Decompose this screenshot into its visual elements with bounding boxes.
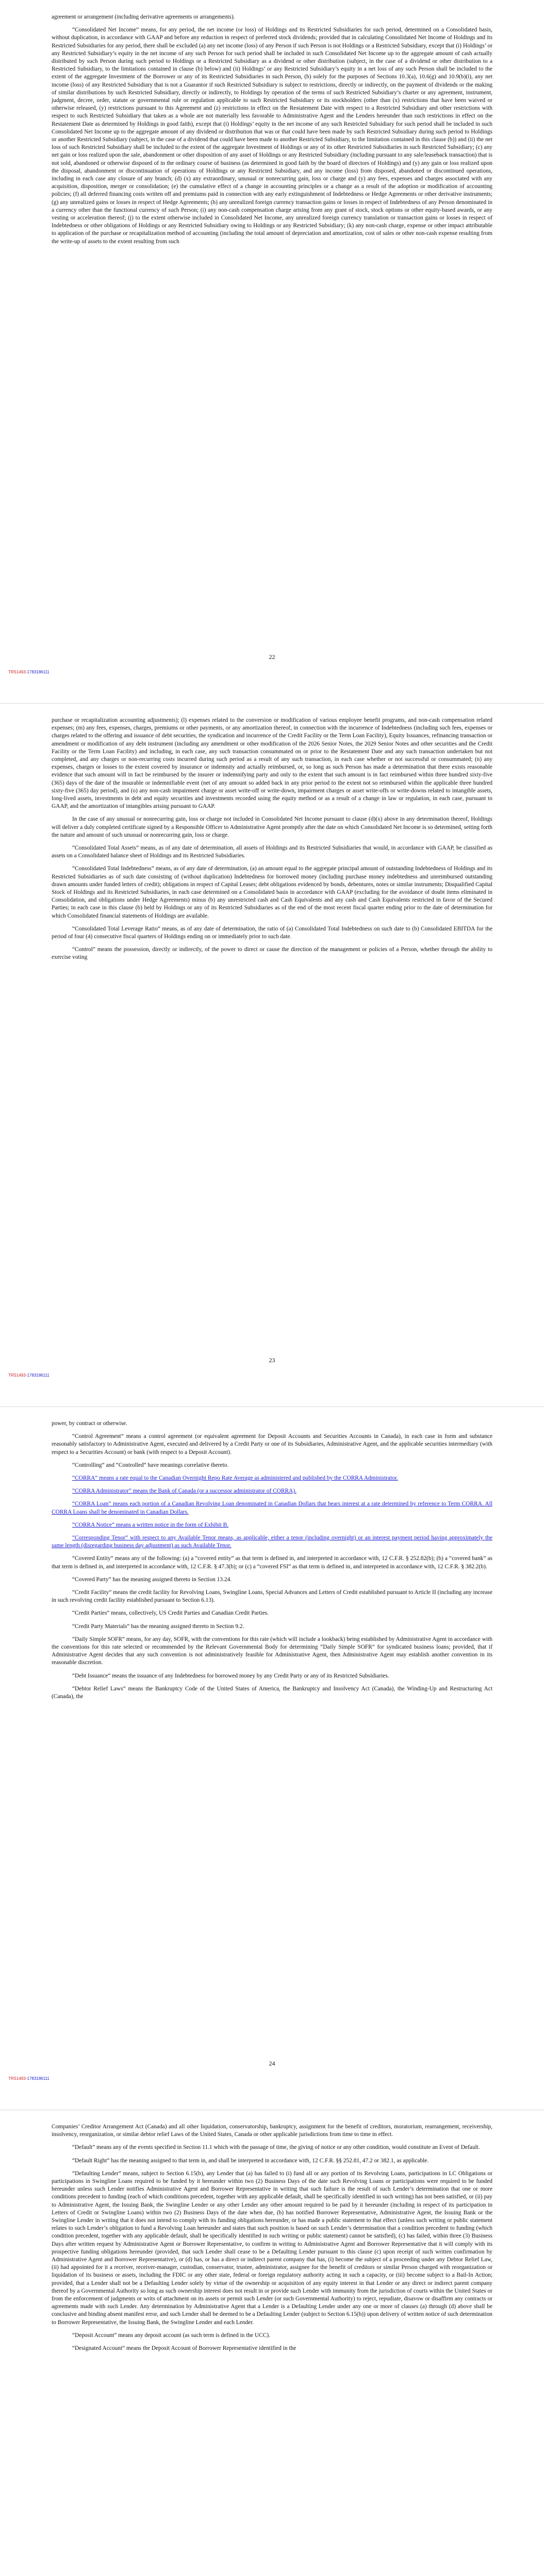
document-page [0, 0, 544, 703]
paragraph: “Default” means any of the events specified in Section 11.1 which with the passage of time, the giving of notice or any other condition, would constitute an Event of Default. [72, 2144, 480, 2151]
page-number: 23 [269, 1357, 275, 1364]
inserted-definition: “CORRA Loan” means each portion of a Canadian Revolving Loan denominated in Canadian Dollars that bears interest at a rate determined by reference to Term CORRA. All CORRA Loans shall be denominated in Canadian Dollars. [52, 1501, 492, 1515]
page-number: 22 [269, 653, 275, 660]
paragraph: “Default Right” has the meaning assigned to that term in, and shall be interpreted in accordance with, 12 C.F.R. §§ 252.81, 47.2 or 382.1, as applicable. [72, 2157, 429, 2164]
paragraph: “Consolidated Net Income” means, for any period, the net income (or loss) of Holdings and its Restricted Subsidiaries for such period, determined on a Consolidated basis, without duplication, in accordance with GAAP and before any reduction in respect of preferred stock dividends; provided that in calculating Consolidated Net Income of Holdings and its Restricted Subsidiaries for any period, there shall be excluded (a) any net income (loss) of any Person if such Person is not Holdings or a Restricted Subsidiary, except that (i) Holdings’ or any Restricted Subsidiary’s equity in the net income of any such Person for such period shall be included in such Consolidated Net Income up to the aggregate amount of cash actually distributed by such Person during such period to Holdings or a Restricted Subsidiary as a dividend or other distribution (subject, in the case of a dividend or other distribution to a Restricted Subsidiary, to the limitations contained in clause (b) below) and (ii) Holdings’ or any Restricted Subsidiary’s equity in a net loss of any such Person shall be included to the extent of the aggregate Investment of the Borrower or any of its Restricted Subsidiaries in such Person, (b) solely for the purposes of Sections 10.3(a), 10.6(g) and 10.9(b)(i), any net income (loss) of any Restricted Subsidiary that is not a Guarantor if such Restricted Subsidiary is subject to restrictions, directly or indirectly, on the payment of dividends or the making of similar distributions by such Restricted Subsidiary, directly or indirectly, to Holdings by operation of the terms of such Restricted Subsidiary’s charter or any agreement, instrument, judgment, decree, order, statute or governmental rule or regulation applicable to such Restricted Subsidiary or its stockholders (other than (x) restrictions that have been waived or otherwise released, (y) restrictions pursuant to this Agreement and (z) restrictions in effect on the Restatement Date with respect to a Restricted Subsidiary and other restrictions with respect to such Restricted Subsidiary that taken as a whole are not materially less favorable to Administrative Agent and the Lenders hereunder than such restrictions in effect on the Restatement Date as determined by Holdings in good faith), except that (i) Holdings’ equity in the net income of any such Restricted Subsidiary for such period shall be included in such Consolidated Net Income up to the aggregate amount of any dividend or distribution that was or that could have been made by such Restricted Subsidiary during such period to Holdings or another Restricted Subsidiary (subject, in the case of a dividend that could have been made to another Restricted Subsidiary, to the limitation contained in this clause (b)) and (ii) the net loss of such Restricted Subsidiary shall be included to the extent of the aggregate Investment of Holdings or any of its other Restricted Subsidiaries in such Restricted Subsidiary; (c) any net gain or loss realized upon the sale, abandonment or other disposition of any asset of Holdings or any Restricted Subsidiary (including pursuant to any sale/leaseback transaction) that is not sold, abandoned or otherwise disposed of in the ordinary course of business (as determined in good faith by the board of directors of Holdings) and (y) any gain or loss realized upon the disposal, abandonment or discontinuation of operations of Holdings or any Restricted Subsidiary, and any income (loss) from disposed, abandoned or discontinued operations, including in each case any closure of any branch; (d) (x) any extraordinary, unusual or nonrecurring gain, loss or charge and (y) any fees, expenses and charges associated with any acquisition, disposition, merger or consolidation; (e) the cumulative effect of a change in accounting principles or a change as a result of the adoption or modification of accounting policies; (f) all deferred financing costs written off and premiums paid in connection with any early extinguishment of Indebtedness or Hedge Agreements or other derivative instruments; (g) any unrealized gains or losses in respect of Hedge Agreements; (h) any unrealized foreign currency transaction gains or losses in respect of Indebtedness of any Person denominated in a currency other than the functional currency of such Person; (i) any non-cash compensation charge arising from any grant of stock, stock options or other equity-based awards, or any vesting or acceleration thereof; (j) to the extent otherwise included in Consolidated Net Income, any unrealized foreign currency translation or transaction gains or losses in respect of Indebtedness or other obligations of Holdings or any Restricted Subsidiary owing to Holdings or any Restricted Subsidiary; (k) any non-cash charge, expense or other impact attributable to application of the purchase or recapitalization method of accounting (including the total amount of depreciation and amortization, cost of sales or other non-cash expense resulting from the write-up of assets to the extent resulting from such [52, 27, 492, 245]
document-page [0, 1406, 544, 2110]
page-number: 24 [269, 2060, 275, 2067]
inserted-definition: “Corresponding Tenor” with respect to any Available Tenor means, as applicable, either a tenor (including overnight) or an interest payment period having approximately the same length (disregarding business day adjustment) as such Available Tenor. [52, 1535, 492, 1549]
document-id-prefix: TRS1493- [8, 670, 27, 674]
document-id-prefix: TRS1493- [8, 1373, 27, 1378]
paragraph: “Credit Parties” means, collectively, US Credit Parties and Canadian Credit Parties. [72, 1610, 269, 1617]
document-page [0, 2110, 544, 2576]
document-page [0, 703, 544, 1406]
page-body [52, 1420, 492, 1706]
paragraph: “Consolidated Total Leverage Ratio” means, as of any date of determination, the ratio of (a) Consolidated Total Indebtedness on such date to (b) Consolidated EBITDA for the period of four (4) consecutive fiscal quarters of Holdings ending on or immediately prior to such date. [52, 925, 492, 940]
document-id [8, 1373, 50, 1378]
paragraph: “Deposit Account” means any deposit account (as such term is defined in the UCC). [72, 2332, 271, 2338]
paragraph: In the case of any unusual or nonrecurring gain, loss or charge not included in Consolidated Net Income pursuant to clause (d)(x) above in any determination thereof, Holdings will deliver a duly completed certificate signed by a Responsible Officer to Administrative Agent promptly after the date on which Consolidated Net Income is so determined, setting forth the nature and amount of such unusual or nonrecurring gain, loss or charge. [52, 816, 492, 838]
paragraph: Companies’ Creditor Arrangement Act (Canada) and all other liquidation, conservatorship, bankruptcy, assignment for the benefit of creditors, moratorium, rearrangement, receivership, insolvency, reorganization, or similar debtor relief Laws of the United States, Canada or other applicable jurisdictions from time to time in effect. [52, 2124, 492, 2138]
page-body [52, 2123, 492, 2358]
document-id [8, 670, 50, 674]
document-id-prefix: TRS1493- [8, 2076, 27, 2081]
paragraph: “Designated Account” means the Deposit Account of Borrower Representative identified in the [72, 2345, 296, 2352]
page-separator [0, 703, 544, 704]
paragraph: “Covered Party” has the meaning assigned thereto in Section 13.24. [72, 1576, 232, 1583]
paragraph: “Debt Issuance” means the issuance of any Indebtedness for borrowed money by any Credit Party or any of its Restricted Subsidiaries. [72, 1672, 389, 1679]
paragraph: “Debtor Relief Laws” means the Bankruptcy Code of the United States of America, the Bankruptcy and Insolvency Act (Canada), the Winding-Up and Restructuring Act (Canada), the [52, 1685, 492, 1700]
paragraph: “Control” means the possession, directly or indirectly, of the power to direct or cause the direction of the management or policies of a Person, whether through the ability to exercise voting [52, 946, 492, 961]
inserted-definition: “CORRA Notice” means a written notice in the form of Exhibit B. [72, 1521, 229, 1528]
document-id [8, 2076, 50, 2081]
inserted-definition: “CORRA” means a rate equal to the Canadian Overnight Repo Rate Average as administered and published by the CORRA Administrator. [72, 1475, 398, 1482]
document-id-number: 1783186111 [27, 2076, 50, 2081]
paragraph: “Credit Facility” means the credit facility for Revolving Loans, Swingline Loans, Special Advances and Letters of Credit established pursuant to Article II (including any increase in such revolving credit facility established pursuant to Section 6.13). [52, 1589, 492, 1604]
paragraph: “Defaulting Lender” means, subject to Section 6.15(b), any Lender that (a) has failed to (i) fund all or any portion of its Revolving Loans, participations in LC Obligations or participations in Swingline Loans required to be funded by it hereunder within two (2) Business Days of the date such Revolving Loans or participations were required to be funded hereunder unless such Lender notifies Administrative Agent and Borrower Representative in writing that such failure is the result of such Lender’s determination that one or more conditions precedent to funding (each of which conditions precedent, together with any applicable default, shall be specifically identified in such writing) has not been satisfied, or (ii) pay to Administrative Agent, the Issuing Bank, the Swingline Lender or any other Lender any other amount required to be paid by it hereunder (including in respect of its participation in Letters of Credit or Swingline Loans) within two (2) Business Days of the date when due, (b) has notified Borrower Representative, Administrative Agent, the Issuing Bank or the Swingline Lender in writing that it does not intend to comply with its funding obligations hereunder, or has made a public statement to that effect (unless such writing or public statement relates to such Lender’s obligation to fund a Revolving Loan hereunder and states that such position is based on such Lender’s determination that a condition precedent to funding (which condition precedent, together with any applicable default, shall be specifically identified in such writing or public statement) cannot be satisfied), (c) has failed, within three (3) Business Days after written request by Administrative Agent or Borrower Representative, to confirm in writing to Administrative Agent and Borrower Representative that it will comply with its prospective funding obligations hereunder (provided, that such Lender shall cease to be a Defaulting Lender pursuant to this clause (c) upon receipt of such written confirmation by Administrative Agent and Borrower Representative), or (d) has, or has a direct or indirect parent company that has, (i) become the subject of a proceeding under any Debtor Relief Law, (ii) had appointed for it a receiver, receiver-manager, custodian, conservator, trustee, administrator, assignee for the benefit of creditors or similar Person charged with reorganization or liquidation of its business or assets, including the FDIC or any other state, federal or foreign regulatory authority acting in such a capacity, or (iii) become subject to a Bail-In Action; provided, that a Lender shall not be a Defaulting Lender solely by virtue of the ownership or acquisition of any equity interest in that Lender or any direct or indirect parent company thereof by a Governmental Authority so long as such ownership interest does not result in or provide such Lender with immunity from the jurisdiction of courts within the United States or from the enforcement of judgments or writs of attachment on its assets or permit such Lender (or such Governmental Authority) to reject, repudiate, disavow or disaffirm any contracts or agreements made with such Lender. Any determination by Administrative Agent that a Lender is a Defaulting Lender under any one or more of clauses (a) through (d) above shall be conclusive and binding absent manifest error, and such Lender shall be deemed to be a Defaulting Lender (subject to Section 6.15(b)) upon delivery of written notice of such determination to Borrower Representative, the Issuing Bank, the Swingline Lender and each Lender. [52, 2170, 492, 2326]
paragraph: “Covered Entity” means any of the following: (a) a “covered entity” as that term is defined in, and interpreted in accordance with, 12 C.F.R. § 252.82(b); (b) a “covered bank” as that term is defined in, and interpreted in accordance with, 12 C.F.R. § 47.3(b); or (c) a “covered FSI” as that term is defined in, and interpreted in accordance with, 12 C.F.R. § 382.2(b). [52, 1555, 492, 1570]
page-separator [0, 1406, 544, 1407]
paragraph: “Control Agreement” means a control agreement (or equivalent agreement for Deposit Accounts and Securities Accounts in Canada), in each case in form and substance reasonably satisfactory to Administrative Agent, executed and delivered by a Credit Party or one of its Subsidiaries, Administrative Agent, and the applicable securities intermediary (with respect to a Securities Account) or bank (with respect to a Deposit Account). [52, 1433, 492, 1455]
paragraph: “Controlling” and “Controlled” have meanings correlative thereto. [72, 1462, 229, 1468]
document-id-number: 1783186111 [27, 670, 50, 674]
paragraph: “Credit Party Materials” has the meaning assigned thereto in Section 9.2. [72, 1623, 244, 1630]
page-body [52, 13, 492, 251]
paragraph: agreement or arrangement (including derivative agreements or arrangements). [52, 14, 235, 20]
paragraph: “Consolidated Total Assets” means, as of any date of determination, all assets of Holdings and its Restricted Subsidiaries that would, in accordance with GAAP, be classified as assets on a Consolidated balance sheet of Holdings and its Restricted Subsidiaries. [52, 845, 492, 859]
page-body [52, 717, 492, 967]
paragraph: “Consolidated Total Indebtedness” means, as of any date of determination, (a) an amount equal to the aggregate principal amount of outstanding Indebtedness of Holdings and its Restricted Subsidiaries as of such date consisting of (without duplication) Indebtedness for borrowed money (including purchase money indebtedness and unreimbursed outstanding drawn amounts under funded letters of credit); obligations in respect of Capital Leases; debt obligations evidenced by bonds, debentures, notes or similar instruments; Disqualified Capital Stock of Holdings and its Restricted Subsidiaries, in each case determined on a Consolidated basis in accordance with GAAP (excluding for the avoidance of doubt items eliminated in Consolidation, and obligations under Hedge Agreements) minus (b) any unrestricted cash and Cash Equivalents and any cash and Cash Equivalents restricted in favor of the Secured Parties; in each case in this clause (b) held by Holdings or any of its Restricted Subsidiaries as of the end of the most recent fiscal quarter ending prior to the date of determination for which Consolidated financial statements of Holdings are available. [52, 866, 492, 919]
paragraph: purchase or recapitalization accounting adjustments); (l) expenses related to the conversion or modification of various employee benefit programs, and non-cash compensation related expenses; (m) any fees, expenses, charges, premiums or other payments, or any amortization thereof, in connection with the incurrence of Indebtedness (including such fees, expenses or charges related to the offering and issuance of debt securities, the syndication and incurrence of the Credit Facility or the Term Loan Facility), Equity Issuances, refinancing transaction or amendment or modification of any debt instrument (including any amendment or other modification of the 2026 Senior Notes, the 2029 Senior Notes and other securities and the Credit Facility or the Term Loan Facility) and including, in each case, any such transaction consummated on or prior to the Restatement Date and any such transaction undertaken but not completed, and any charges or non-recurring costs incurred during such period as a result of any such transaction, in each case whether or not successful or consummated; (n) any expenses, charges or losses to the extent covered by insurance or indemnity and actually reimbursed, or, so long as such Person has made a determination that there exists reasonable evidence that such amount will in fact be reimbursed by the insurer or indemnifying party and only to the extent that such amount is in fact reimbursed within three hundred sixty-five (365) days of the date of the insurable or indemnifiable event (net of any amount so added back in any prior period to the extent not so reimbursed within the applicable three hundred sixty-five (365) day period), and (o) any non-cash impairment charge or asset write-off or write-down, impairment charges or asset write-offs or write-downs related to intangible assets, long-lived assets, investments in debt and equity securities and investments recorded using the equity method or as a result of a change in law or regulation, in each case, pursuant to GAAP, and the amortization of intangibles arising pursuant to GAAP. [52, 717, 492, 810]
paragraph: power, by contract or otherwise. [52, 1420, 127, 1427]
inserted-definition: “CORRA Administrator” means the Bank of Canada (or a successor administrator of CORRA). [72, 1488, 296, 1495]
document-id-number: 1783186111 [27, 1373, 50, 1378]
paragraph: “Daily Simple SOFR” means, for any day, SOFR, with the conventions for this rate (which will include a lookback) being established by Administrative Agent in accordance with the conventions for this rate selected or recommended by the Relevant Governmental Body for determining “Daily Simple SOFR” for syndicated business loans; provided, that if Administrative Agent decides that any such convention is not administratively feasible for Administrative Agent, then Administrative Agent may establish another convention in its reasonable discretion. [52, 1636, 492, 1666]
